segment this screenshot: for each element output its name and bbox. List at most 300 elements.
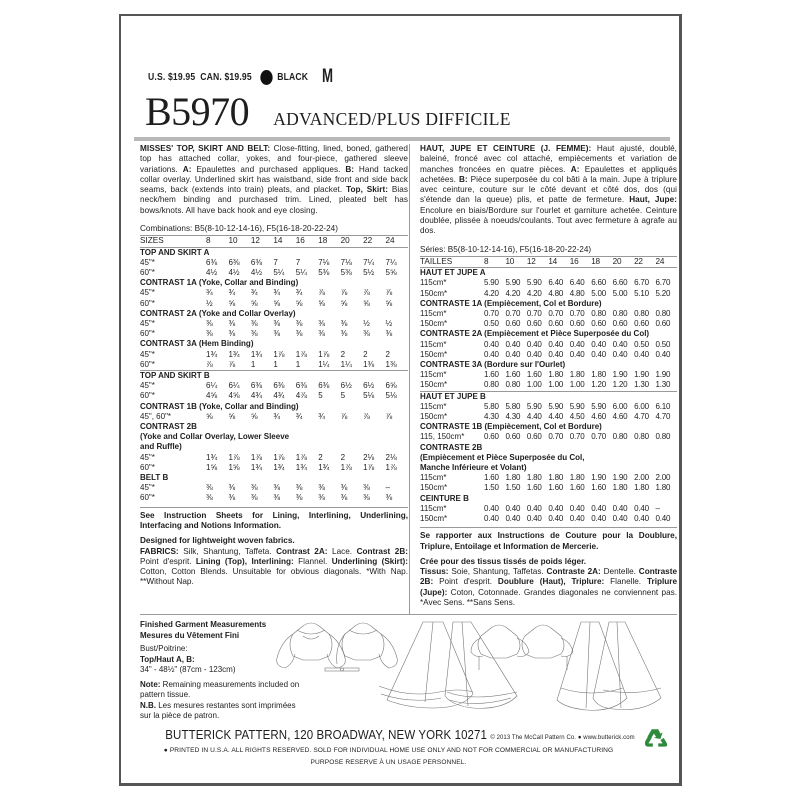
see-instructions: Se rapporter aux Instructions de Couture pour la Doublure, Triplure, Entoilage et Information de Mercerie. bbox=[420, 531, 677, 551]
price-can: CAN. $19.95 bbox=[200, 71, 252, 83]
yardage-cell: ⅜ bbox=[385, 329, 393, 339]
yardage-cell: 0.40 bbox=[484, 339, 499, 349]
yardage-cell: 0.40 bbox=[505, 339, 521, 349]
note-text: Remaining measurements included on pattern tissue. bbox=[140, 679, 300, 699]
yardage-cell: 1.80 bbox=[612, 483, 628, 493]
yardage-cell: 6⅜ bbox=[250, 381, 262, 391]
yardage-cell: ⅜ bbox=[295, 329, 303, 339]
fabric-width: 115cm* bbox=[420, 278, 447, 288]
yardage-cell: 0.70 bbox=[569, 432, 585, 442]
size-header: 20 bbox=[341, 236, 363, 247]
yardage-cell: 1.80 bbox=[548, 370, 564, 380]
fabric-notes-en bbox=[140, 511, 408, 588]
fabric-width: 45", 60"* bbox=[140, 411, 172, 421]
yardage-cell: 1.60 bbox=[505, 370, 521, 380]
yardage-cell: 4.50 bbox=[569, 412, 585, 422]
section-title: CONTRASTE 3A (Bordure sur l'Ourlet) bbox=[420, 360, 566, 369]
yardage-cell: ⅜ bbox=[318, 483, 325, 493]
size-header: 20 bbox=[613, 257, 634, 268]
fabric-width: 45"* bbox=[140, 288, 155, 298]
haut-jupe-text: Encolure en biais/Bordure sur l'ourlet et garniture achetée. Ceinture doublée, plissée à noeuds/coulants. Tout avec fermeture à agrafe au dos. bbox=[420, 205, 677, 236]
yardage-cell: ⅜ bbox=[318, 493, 325, 503]
yardage-cell: 5¼ bbox=[273, 267, 285, 277]
yardage-cell: ¾ bbox=[250, 288, 258, 298]
see-instructions: See Instruction Sheets for Lining, Interlining, Underlining, Interfacing and Notions Information. bbox=[140, 510, 408, 530]
fabric-width: 60"* bbox=[140, 298, 155, 308]
yardage-cell: 6.60 bbox=[612, 278, 628, 288]
table-row bbox=[140, 258, 408, 268]
yardage-cell: 1.80 bbox=[634, 483, 649, 493]
yardage-cell: 0.80 bbox=[634, 308, 649, 318]
table-row bbox=[140, 381, 408, 391]
yardage-cell: 5.10 bbox=[634, 288, 649, 298]
yardage-cell: 0.40 bbox=[526, 514, 542, 524]
yardage-cell: ⅝ bbox=[228, 411, 236, 421]
yardage-cell: 1.80 bbox=[569, 473, 585, 483]
yardage-cell: 4.40 bbox=[526, 412, 542, 422]
yardage-cell: ⅜ bbox=[295, 483, 303, 493]
yardage-cell: 4.20 bbox=[505, 288, 521, 298]
yardage-cell: 5.90 bbox=[548, 401, 564, 411]
yardage-cell: 6¼ bbox=[228, 381, 240, 391]
fabric-width: 60"* bbox=[140, 329, 155, 339]
yardage-cell: 1⅞ bbox=[385, 462, 397, 472]
fabric-width: 45"* bbox=[140, 319, 155, 328]
yardage-cell: 0.60 bbox=[634, 319, 649, 329]
yardage-cell: 1.90 bbox=[612, 370, 628, 380]
yardage-cell: 1¼ bbox=[318, 359, 330, 369]
yardage-cell: 1.60 bbox=[526, 483, 542, 493]
yardage-cell: 7⅛ bbox=[318, 257, 330, 267]
yardage-cell: 1.90 bbox=[655, 370, 671, 380]
yardage-cell: 0.40 bbox=[548, 514, 564, 524]
yardage-cell: ⅜ bbox=[385, 493, 393, 503]
yardage-cell: 6⅜ bbox=[295, 381, 307, 391]
yardage-cell: 5.00 bbox=[612, 288, 628, 298]
yardage-cell: 1¾ bbox=[228, 349, 240, 359]
underlining-text: Cotton, Cotton Blends. Unsuitable for obvious diagonals. *With Nap. **Without Nap. bbox=[140, 567, 408, 587]
yardage-cell: ⅜ bbox=[340, 319, 348, 328]
yardage-cell: 1.20 bbox=[591, 380, 606, 390]
fabric-width: 115cm* bbox=[420, 473, 447, 483]
yardage-cell: 5⅜ bbox=[318, 267, 330, 277]
yardage-cell: ⅜ bbox=[363, 483, 370, 493]
yardage-cell: ⅝ bbox=[250, 298, 258, 308]
yardage-cell: 0.40 bbox=[591, 339, 606, 349]
yardage-cell: 0.80 bbox=[505, 380, 521, 390]
fabric-width: 150cm* bbox=[420, 514, 448, 524]
yardage-cell: 5.90 bbox=[484, 278, 499, 288]
description-text: Haut ajusté, doublé, baleiné, froncé avec col attaché, empiècements et variation de manches froncées en quatre pièces. bbox=[420, 144, 678, 174]
yardage-cell: ⅜ bbox=[250, 483, 258, 493]
yardage-cell: – bbox=[655, 503, 660, 513]
fabric-width: 45"* bbox=[140, 381, 155, 391]
table-row bbox=[140, 483, 408, 493]
yardage-cell: 1.60 bbox=[526, 370, 542, 380]
yardage-cell: 0.70 bbox=[484, 308, 499, 318]
yardage-cell: – bbox=[385, 483, 390, 493]
yardage-cell: 2.00 bbox=[634, 473, 649, 483]
section-title: BELT B bbox=[140, 473, 169, 483]
table-row bbox=[140, 412, 408, 422]
yardage-cell: 0.40 bbox=[655, 349, 671, 359]
yardage-cell: 1.90 bbox=[612, 473, 628, 483]
yardage-cell: 1¾ bbox=[318, 462, 330, 472]
fabric-width: 150cm* bbox=[420, 380, 448, 390]
yardage-cell: 4.20 bbox=[484, 288, 499, 298]
yardage-cell: 6⅜ bbox=[228, 257, 240, 267]
size-header: 22 bbox=[363, 236, 385, 247]
yardage-cell: 4.30 bbox=[484, 412, 499, 422]
section-title: CONTRAST 2B bbox=[140, 422, 197, 432]
yardage-cell: 0.40 bbox=[505, 514, 521, 524]
view-a-label: A: bbox=[182, 164, 192, 174]
underlining-label: Triplure (Jupe): bbox=[420, 577, 677, 597]
divider bbox=[420, 527, 677, 528]
yardage-cell: 1⅞ bbox=[363, 462, 375, 472]
contrast-2a-text: Dentelle. bbox=[600, 567, 639, 577]
contrast-2a-label: Contraste 2A: bbox=[546, 567, 601, 577]
size-header: 16 bbox=[570, 257, 591, 268]
yardage-cell: 0.40 bbox=[591, 514, 606, 524]
section-title: HAUT ET JUPE A bbox=[420, 268, 486, 278]
yardage-cell: 1.30 bbox=[634, 380, 649, 390]
table-row bbox=[140, 391, 408, 401]
size-header: 24 bbox=[386, 236, 409, 247]
contrast-2a-label: Contrast 2A: bbox=[276, 546, 328, 556]
yardage-cell: 1.30 bbox=[655, 380, 671, 390]
view-a-text: Epaulettes et appliqués achetées. bbox=[420, 164, 677, 184]
contrast-2b-text: Point d'esprit. bbox=[140, 556, 196, 566]
yardage-cell: 2⅛ bbox=[363, 452, 375, 462]
nb-label: N.B. bbox=[140, 700, 156, 710]
yardage-cell: 5⅛ bbox=[385, 391, 397, 401]
contrast-2b-text: Point d'esprit. bbox=[433, 577, 498, 587]
table-row bbox=[420, 370, 677, 380]
yardage-cell: 4.30 bbox=[505, 412, 521, 422]
combinations: Combinations: B5(8-10-12-14-16), F5(16-18-20-22-24) bbox=[140, 224, 408, 236]
yardage-cell: 5½ bbox=[363, 267, 375, 277]
size-header: 22 bbox=[634, 257, 655, 268]
top-label: Top/Haut A, B: bbox=[140, 654, 195, 664]
fabric-width: 60"* bbox=[140, 462, 155, 472]
yardage-cell: ⅜ bbox=[295, 319, 303, 328]
fabric-width: 150cm* bbox=[420, 412, 448, 422]
copyright: © 2013 The McCall Pattern Co. bbox=[490, 734, 577, 741]
yardage-cell: 0.40 bbox=[569, 349, 585, 359]
view-b-text: Pièce superposée du col bâti à la main. Jupe à triplure avec ceinture, couture sur le côté devant et côté dos, dos (qui s'étende dan la queue) plis, et patte de fermeture. bbox=[420, 174, 677, 205]
fabric-width: 115, 150cm* bbox=[420, 432, 465, 442]
yardage-cell: 1.50 bbox=[505, 483, 521, 493]
yardage-cell: 1⅞ bbox=[228, 452, 240, 462]
yardage-cell: 4.80 bbox=[548, 288, 564, 298]
table-row bbox=[140, 329, 408, 339]
underlining-label: Underlining (Skirt): bbox=[331, 556, 409, 566]
size-header: 8 bbox=[484, 257, 505, 268]
fabrics-label: FABRICS: bbox=[140, 546, 179, 556]
size-header: 8 bbox=[206, 236, 228, 247]
yardage-cell: 0.70 bbox=[526, 308, 542, 318]
measurements-title-en: Finished Garment Measurements bbox=[140, 620, 267, 629]
table-row bbox=[140, 453, 408, 463]
yardage-cell: 5.80 bbox=[484, 401, 499, 411]
contrast-2b-label: Contraste 2B: bbox=[420, 567, 677, 587]
fabric-notes-fr bbox=[420, 531, 677, 608]
yardage-cell: 0.40 bbox=[591, 503, 606, 513]
yardage-cell: 0.50 bbox=[634, 339, 649, 349]
skirt-a-illustration bbox=[379, 622, 517, 708]
yardage-cell: 1¼ bbox=[340, 359, 352, 369]
yardage-cell: 5 bbox=[318, 391, 323, 401]
yardage-cell: ⅜ bbox=[228, 319, 236, 328]
yardage-cell: ⅜ bbox=[228, 493, 236, 503]
fabric-width: 150cm* bbox=[420, 319, 448, 329]
divider bbox=[140, 507, 408, 508]
yardage-cell: ⅝ bbox=[295, 298, 303, 308]
yardage-cell: ⅞ bbox=[206, 359, 213, 369]
yardage-cell: 0.40 bbox=[484, 349, 499, 359]
table-row bbox=[140, 288, 408, 298]
yardage-cell: 6½ bbox=[363, 381, 375, 391]
yardage-cell: 0.40 bbox=[526, 339, 542, 349]
yardage-cell: 0.50 bbox=[484, 319, 499, 329]
fabrics-label: Tissus: bbox=[420, 567, 449, 577]
fabric-width: 60"* bbox=[140, 493, 155, 503]
yardage-cell: 5.20 bbox=[655, 288, 671, 298]
rights-fr: PURPOSE RESERVE À UN USAGE PERSONNEL. bbox=[310, 759, 467, 766]
yardage-cell: ⅞ bbox=[363, 288, 370, 298]
yardage-cell: 6⅜ bbox=[206, 257, 218, 267]
yardage-cell: ⅜ bbox=[295, 493, 303, 503]
table-row bbox=[420, 514, 677, 524]
yardage-cell: 0.40 bbox=[612, 349, 628, 359]
publisher-address: BUTTERICK PATTERN, 120 BROADWAY, NEW YORK 10271 bbox=[165, 728, 488, 742]
yardage-cell: 0.40 bbox=[484, 503, 499, 513]
yardage-cell: 1¾ bbox=[273, 462, 285, 472]
view-b-label: B: bbox=[345, 164, 355, 174]
yardage-cell: 4½ bbox=[228, 267, 240, 277]
top-a-illustration bbox=[277, 623, 398, 671]
yardage-cell: ⅜ bbox=[250, 493, 258, 503]
yardage-cell: 1⅝ bbox=[228, 462, 240, 472]
yardage-cell: 0.40 bbox=[634, 349, 649, 359]
yardage-cell: 4½ bbox=[250, 267, 262, 277]
size-header: 12 bbox=[527, 257, 548, 268]
section-title: CONTRAST 2A (Yoke and Collar Overlay) bbox=[140, 308, 296, 318]
price-row bbox=[148, 66, 339, 88]
yardage-cell: 4⅝ bbox=[206, 391, 218, 401]
yardage-cell: 6.40 bbox=[569, 278, 585, 288]
yardage-cell: 0.70 bbox=[591, 432, 606, 442]
section-title: CONTRASTE 2B bbox=[420, 442, 483, 452]
yardage-cell: 0.70 bbox=[548, 308, 564, 318]
yardage-cell: 1.60 bbox=[591, 483, 606, 493]
yardage-cell: 0.50 bbox=[655, 339, 671, 349]
yardage-cell: 2 bbox=[340, 349, 346, 359]
yardage-cell: ⅝ bbox=[250, 411, 258, 421]
yardage-cell: 1.00 bbox=[569, 380, 585, 390]
yardage-cell: 1¾ bbox=[206, 349, 218, 359]
yardage-cell: ⅞ bbox=[318, 288, 325, 298]
yardage-cell: ⅞ bbox=[385, 411, 393, 421]
yardage-cell: ⅜ bbox=[318, 329, 325, 339]
yardage-cell: 5.90 bbox=[569, 401, 585, 411]
fabric-width: 45"* bbox=[140, 483, 155, 493]
table-row bbox=[420, 504, 677, 514]
yardage-cell: 1.60 bbox=[484, 473, 499, 483]
yardage-cell: 0.80 bbox=[591, 308, 606, 318]
yardage-cell: ⅞ bbox=[340, 411, 348, 421]
yardage-cell: 1⅞ bbox=[250, 452, 262, 462]
yardage-cell: 6.40 bbox=[548, 278, 564, 288]
yardage-cell: 1⅜ bbox=[385, 359, 397, 369]
sizes-label: SIZES bbox=[140, 236, 206, 247]
website-link[interactable]: www.butterick.com bbox=[583, 734, 635, 741]
fabric-width: 115cm* bbox=[420, 370, 447, 380]
yardage-cell: ⅝ bbox=[273, 298, 280, 308]
yardage-cell: 5⅝ bbox=[385, 267, 397, 277]
designed-for: Designed for lightweight woven fabrics. bbox=[140, 536, 295, 546]
section-subtitle: Manche Inférieure et Volant) bbox=[420, 463, 527, 473]
yardage-cell: ⅜ bbox=[340, 483, 348, 493]
yardage-cell: 1⅞ bbox=[295, 452, 307, 462]
description-fr bbox=[420, 144, 677, 237]
yardage-cell: 0.40 bbox=[634, 503, 649, 513]
yardage-cell: 1¾ bbox=[250, 349, 262, 359]
yardage-cell: ¾ bbox=[318, 411, 325, 421]
view-a-label: A: bbox=[570, 164, 580, 174]
contrast-2a-text: Lace. bbox=[327, 546, 357, 556]
view-b-label: B: bbox=[458, 174, 468, 184]
fabric-width: 45"* bbox=[140, 452, 155, 462]
french-column bbox=[409, 144, 677, 614]
fabric-width: 150cm* bbox=[420, 483, 448, 493]
fabrics-text: Soie, Shantung, Taffetas. bbox=[448, 567, 547, 577]
designed-for: Crée pour des tissus tissés de poids léger. bbox=[420, 556, 587, 566]
yardage-cell: 1.80 bbox=[548, 473, 564, 483]
section-title: HAUT ET JUPE B bbox=[420, 391, 677, 402]
yardage-cell: 1¾ bbox=[250, 462, 262, 472]
yardage-cell: ⅜ bbox=[273, 493, 280, 503]
yardage-cell: 6½ bbox=[340, 381, 352, 391]
fabric-width: 115cm* bbox=[420, 401, 447, 411]
yardage-cell: 0.40 bbox=[612, 339, 628, 349]
fabric-width: 45"* bbox=[140, 349, 155, 359]
yardage-cell: ⅜ bbox=[273, 329, 280, 339]
yardage-cell: 5.90 bbox=[526, 278, 542, 288]
yardage-cell: ⅜ bbox=[250, 319, 258, 328]
title-row bbox=[145, 88, 511, 135]
yardage-cell: ⅝ bbox=[385, 298, 393, 308]
yardage-cell: 4.70 bbox=[655, 412, 671, 422]
yardage-cell: 0.40 bbox=[612, 503, 628, 513]
fabric-width: 115cm* bbox=[420, 308, 447, 318]
yardage-cell: 0.70 bbox=[505, 308, 521, 318]
fabric-width: 60"* bbox=[140, 267, 155, 277]
yardage-cell: 0.40 bbox=[569, 503, 585, 513]
yardage-cell: 0.40 bbox=[548, 503, 564, 513]
section-title: CEINTURE B bbox=[420, 493, 469, 503]
yardage-cell: 1.20 bbox=[612, 380, 628, 390]
yardage-cell: ⅞ bbox=[228, 359, 236, 369]
contrast-2b-label: Contrast 2B: bbox=[356, 546, 408, 556]
yardage-cell: 4.70 bbox=[634, 412, 649, 422]
yardage-cell: 6⅜ bbox=[273, 381, 285, 391]
pattern-envelope-back bbox=[119, 14, 682, 786]
yardage-cell: 5 bbox=[340, 391, 346, 401]
yardage-cell: 0.40 bbox=[634, 514, 649, 524]
yardage-cell: 6.70 bbox=[655, 278, 671, 288]
size-header: 14 bbox=[548, 257, 569, 268]
yardage-cell: 6⅜ bbox=[318, 381, 330, 391]
yardage-cell: 1.80 bbox=[655, 483, 671, 493]
section-subtitle: (Empiècement et Pièce Superposée du Col, bbox=[420, 452, 585, 462]
divider bbox=[140, 614, 677, 615]
yardage-cell: 0.40 bbox=[612, 514, 628, 524]
yardage-cell: 0.80 bbox=[612, 308, 628, 318]
yardage-cell: 0.60 bbox=[526, 319, 542, 329]
yardage-cell: 0.60 bbox=[548, 319, 564, 329]
size-header: 10 bbox=[228, 236, 250, 247]
description-en bbox=[140, 144, 408, 216]
yardage-cell: ¾ bbox=[206, 288, 213, 298]
fabrics-text: Silk, Shantung, Taffeta. bbox=[178, 546, 277, 556]
yardage-cell: 0.70 bbox=[548, 432, 564, 442]
yardage-cell: 1 bbox=[295, 359, 301, 369]
envelope-color: BLACK bbox=[277, 71, 309, 83]
recycle-icon bbox=[642, 726, 668, 752]
yardage-cell: 1⅞ bbox=[318, 349, 330, 359]
size-header: 24 bbox=[656, 257, 678, 268]
description-text: Close-fitting, lined, boned, gathered top has attached collar, yokes, and four-piece, gathered sleeve variations. bbox=[140, 144, 408, 174]
yardage-cell: 4.60 bbox=[612, 412, 628, 422]
sizes-label: TAILLES bbox=[420, 257, 484, 268]
section-title: CONTRAST 1B (Yoke, Collar and Binding) bbox=[140, 401, 299, 411]
rights-en: PRINTED IN U.S.A. ALL RIGHTS RESERVED. SOLD FOR INDIVIDUAL HOME USE ONLY AND NOT FOR COMMERCIAL OR MANUFACTURING bbox=[169, 747, 614, 754]
skirt-b-illustration bbox=[557, 622, 661, 710]
yardage-cell: 7¼ bbox=[363, 257, 375, 267]
size-header: 16 bbox=[296, 236, 318, 247]
size-header: 12 bbox=[251, 236, 273, 247]
yardage-cell: ⅜ bbox=[228, 483, 236, 493]
yardage-cell: 1¾ bbox=[206, 452, 218, 462]
yardage-cell: 1 bbox=[250, 359, 256, 369]
yardage-cell: 2 bbox=[340, 452, 346, 462]
yardage-cell: 1.80 bbox=[526, 473, 542, 483]
yardage-cell: 4.40 bbox=[548, 412, 564, 422]
table-row bbox=[420, 473, 677, 483]
yardage-cell: ⅞ bbox=[340, 288, 348, 298]
yardage-cell: 6.10 bbox=[655, 401, 671, 411]
yardage-cell: 0.60 bbox=[526, 432, 542, 442]
yardage-table-fr bbox=[420, 257, 677, 524]
section-title: CONTRASTE 1A (Empiècement, Col et Bordure) bbox=[420, 298, 602, 308]
fabric-width: 60"* bbox=[140, 391, 155, 401]
description-title: MISSES' TOP, SKIRT AND BELT: bbox=[140, 144, 271, 153]
yardage-cell: ⅜ bbox=[206, 329, 213, 339]
table-row bbox=[420, 340, 677, 350]
yardage-cell: ⅝ bbox=[363, 298, 370, 308]
yardage-cell: ⅜ bbox=[206, 493, 213, 503]
yardage-cell: 1.90 bbox=[591, 473, 606, 483]
yardage-cell: 0.60 bbox=[505, 432, 521, 442]
yardage-cell: 4.20 bbox=[526, 288, 542, 298]
yardage-cell: ⅜ bbox=[250, 329, 258, 339]
divider-bar bbox=[134, 137, 670, 141]
rights-notice bbox=[121, 745, 656, 769]
top-skirt-text: Bias neck/hem binding and purchased trim. Lined, pleated belt has bows/knots. All have back hook and eye closing. bbox=[140, 185, 408, 215]
yardage-cell: 1.80 bbox=[591, 370, 606, 380]
